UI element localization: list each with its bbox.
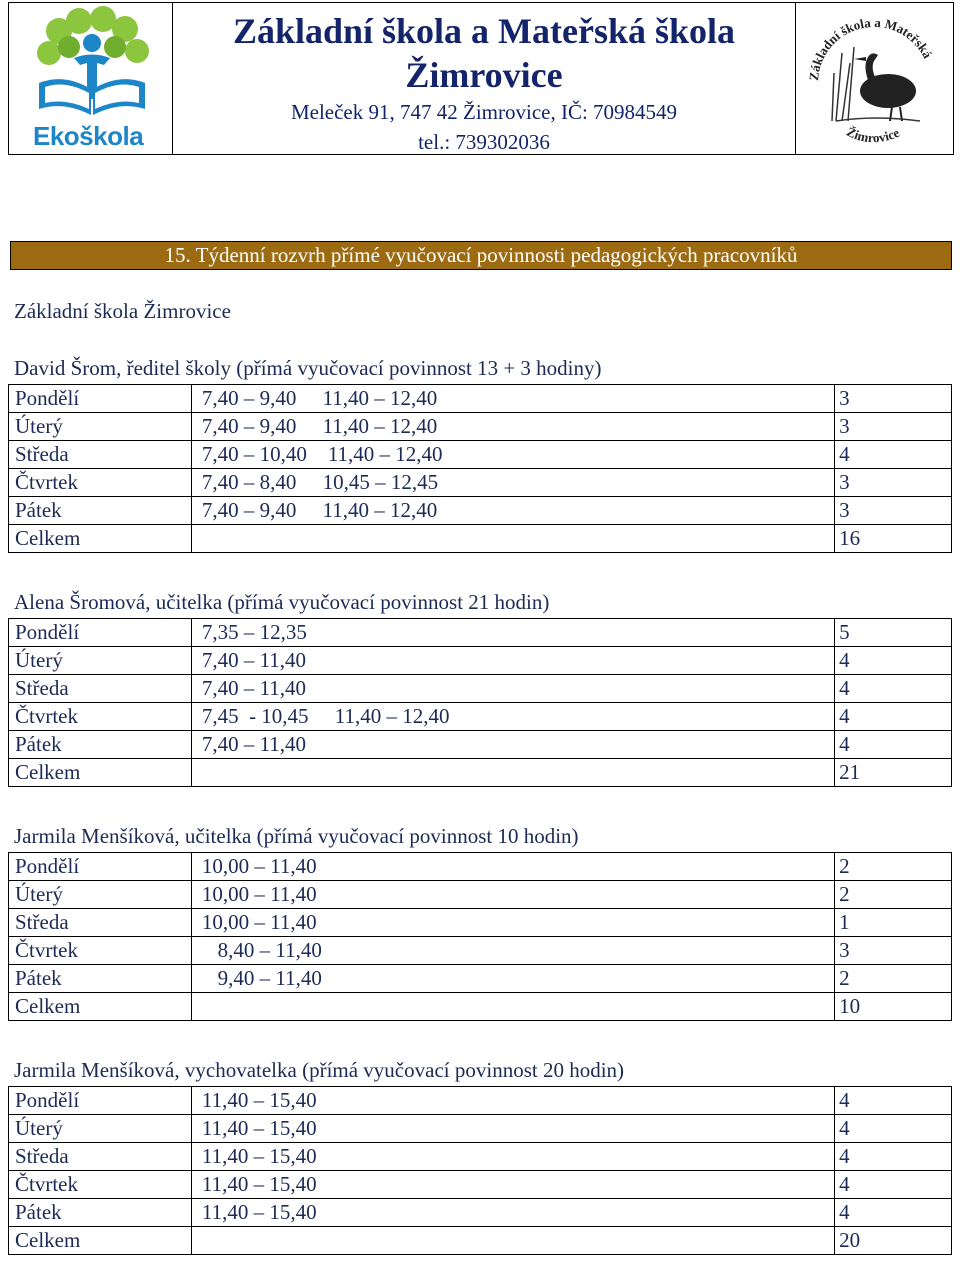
hours-cell: 3: [835, 413, 952, 441]
hours-cell: 1: [835, 909, 952, 937]
day-cell: Pondělí: [9, 1087, 192, 1115]
day-cell: Pondělí: [9, 385, 192, 413]
teacher-title: Alena Šromová, učitelka (přímá vyučovací povinnost 21 hodin): [14, 590, 550, 614]
day-cell: Úterý: [9, 647, 192, 675]
teacher-title: David Šrom, ředitel školy (přímá vyučovací povinnost 13 + 3 hodiny): [14, 356, 602, 380]
ekoskola-tree-icon: [9, 3, 173, 123]
time-cell: 11,40 – 15,40: [191, 1171, 834, 1199]
letterhead: [8, 2, 954, 155]
ekoskola-wordmark: Ekoškola: [33, 121, 144, 151]
table-row: [9, 675, 952, 703]
time-cell: 7,35 – 12,35: [191, 619, 834, 647]
hours-cell: 4: [835, 1087, 952, 1115]
time-cell: 10,00 – 11,40: [191, 881, 834, 909]
hours-cell: 3: [835, 497, 952, 525]
day-cell: Úterý: [9, 1115, 192, 1143]
hours-cell: 2: [835, 881, 952, 909]
hours-cell: 4: [835, 731, 952, 759]
time-cell: [191, 993, 834, 1021]
hours-cell: 4: [835, 1199, 952, 1227]
time-cell: 7,40 – 11,40: [191, 731, 834, 759]
table-row: [9, 703, 952, 731]
section-title-banner: 15. Týdenní rozvrh přímé vyučovací povinnosti pedagogických pracovníků: [10, 241, 952, 270]
schedule-table: [8, 384, 952, 553]
time-cell: 10,00 – 11,40: [191, 853, 834, 881]
table-row: [9, 619, 952, 647]
day-cell: Celkem: [9, 525, 192, 553]
time-cell: [191, 525, 834, 553]
time-cell: 7,40 – 9,40 11,40 – 12,40: [191, 413, 834, 441]
time-cell: 11,40 – 15,40: [191, 1087, 834, 1115]
time-cell: 11,40 – 15,40: [191, 1199, 834, 1227]
day-cell: Úterý: [9, 413, 192, 441]
day-cell: Středa: [9, 441, 192, 469]
hours-cell: 4: [835, 1171, 952, 1199]
table-row: [9, 1171, 952, 1199]
day-cell: Pátek: [9, 1199, 192, 1227]
day-cell: Středa: [9, 675, 192, 703]
time-cell: 8,40 – 11,40: [191, 937, 834, 965]
table-row: [9, 965, 952, 993]
school-seal: [795, 3, 953, 154]
hours-cell: 3: [835, 937, 952, 965]
total-row: [9, 993, 952, 1021]
table-row: [9, 853, 952, 881]
time-cell: 7,40 – 9,40 11,40 – 12,40: [191, 497, 834, 525]
day-cell: Pátek: [9, 965, 192, 993]
hours-cell: 4: [835, 1143, 952, 1171]
schedule-table: [8, 852, 952, 1021]
time-cell: 7,40 – 11,40: [191, 675, 834, 703]
table-row: [9, 1115, 952, 1143]
time-cell: 11,40 – 15,40: [191, 1143, 834, 1171]
hours-cell: 4: [835, 703, 952, 731]
total-row: [9, 759, 952, 787]
hours-cell: 2: [835, 853, 952, 881]
table-row: [9, 413, 952, 441]
hours-cell: 4: [835, 647, 952, 675]
hours-cell: 4: [835, 675, 952, 703]
total-row: [9, 1227, 952, 1255]
teacher-title: Jarmila Menšíková, učitelka (přímá vyučovací povinnost 10 hodin): [14, 824, 579, 848]
day-cell: Pondělí: [9, 619, 192, 647]
hours-cell: 4: [835, 441, 952, 469]
time-cell: 7,45 - 10,45 11,40 – 12,40: [191, 703, 834, 731]
table-row: [9, 1199, 952, 1227]
table-row: [9, 469, 952, 497]
day-cell: Celkem: [9, 1227, 192, 1255]
day-cell: Čtvrtek: [9, 469, 192, 497]
table-row: [9, 1087, 952, 1115]
hours-cell: 10: [835, 993, 952, 1021]
seal-text-bottom: Žimrovice: [844, 123, 902, 146]
school-subtitle: Základní škola Žimrovice: [14, 299, 231, 323]
school-address: Meleček 91, 747 42 Žimrovice, IČ: 70984549: [290, 100, 678, 124]
day-cell: Čtvrtek: [9, 1171, 192, 1199]
day-cell: Celkem: [9, 759, 192, 787]
hours-cell: 20: [835, 1227, 952, 1255]
time-cell: 7,40 – 8,40 10,45 – 12,45: [191, 469, 834, 497]
ekoskola-logo: [9, 3, 173, 154]
hours-cell: 21: [835, 759, 952, 787]
hours-cell: 2: [835, 965, 952, 993]
hours-cell: 3: [835, 385, 952, 413]
heron-seal-icon: [796, 3, 952, 154]
table-row: [9, 909, 952, 937]
seal-text-top: Základní škola a Mateřská: [805, 14, 936, 82]
school-phone: tel.: 739302036: [418, 130, 550, 154]
day-cell: Středa: [9, 1143, 192, 1171]
time-cell: 7,40 – 9,40 11,40 – 12,40: [191, 385, 834, 413]
day-cell: Středa: [9, 909, 192, 937]
hours-cell: 5: [835, 619, 952, 647]
hours-cell: 3: [835, 469, 952, 497]
day-cell: Pondělí: [9, 853, 192, 881]
day-cell: Pátek: [9, 731, 192, 759]
hours-cell: 4: [835, 1115, 952, 1143]
table-row: [9, 937, 952, 965]
time-cell: 11,40 – 15,40: [191, 1115, 834, 1143]
total-row: [9, 525, 952, 553]
day-cell: Čtvrtek: [9, 703, 192, 731]
time-cell: [191, 1227, 834, 1255]
time-cell: 7,40 – 10,40 11,40 – 12,40: [191, 441, 834, 469]
schedule-table: [8, 618, 952, 787]
hours-cell: 16: [835, 525, 952, 553]
day-cell: Celkem: [9, 993, 192, 1021]
school-name: Základní škola a Mateřská škola: [232, 11, 736, 51]
table-row: [9, 647, 952, 675]
time-cell: 10,00 – 11,40: [191, 909, 834, 937]
day-cell: Úterý: [9, 881, 192, 909]
teacher-title: Jarmila Menšíková, vychovatelka (přímá vyučovací povinnost 20 hodin): [14, 1058, 625, 1082]
time-cell: 9,40 – 11,40: [191, 965, 834, 993]
table-row: [9, 497, 952, 525]
time-cell: [191, 759, 834, 787]
table-row: [9, 731, 952, 759]
time-cell: 7,40 – 11,40: [191, 647, 834, 675]
day-cell: Pátek: [9, 497, 192, 525]
day-cell: Čtvrtek: [9, 937, 192, 965]
table-row: [9, 881, 952, 909]
table-row: [9, 1143, 952, 1171]
school-info: [173, 3, 795, 154]
schedule-table: [8, 1086, 952, 1255]
table-row: [9, 441, 952, 469]
table-row: [9, 385, 952, 413]
school-name-line2: Žimrovice: [405, 55, 563, 95]
